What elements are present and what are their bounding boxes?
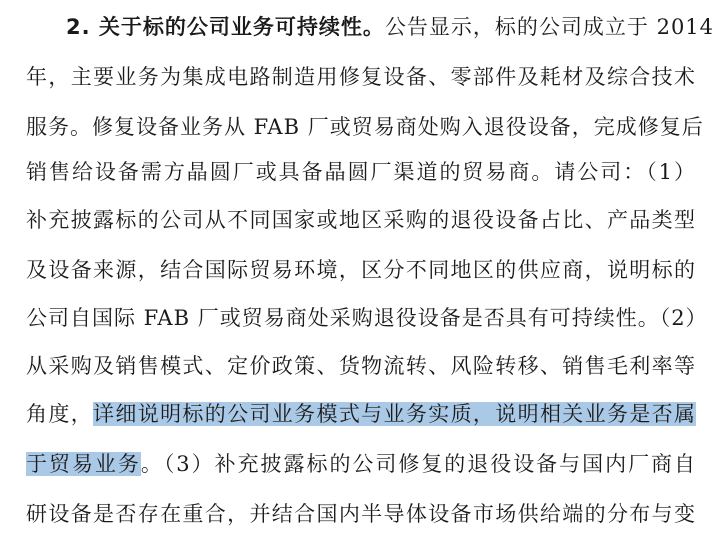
paragraph-line-9 — [26, 394, 696, 434]
section-heading: 2. 关于标的公司业务可持续性。 — [66, 15, 385, 39]
paragraph-line-6: 及设备来源，结合国际贸易环境，区分不同地区的供应商，说明标的 — [26, 258, 696, 282]
line-1-text: 公告显示，标的公司成立于 2014 — [384, 15, 715, 39]
paragraph-line-11: 研设备是否存在重合，并结合国内半导体设备市场供给端的分布与变 — [26, 502, 696, 526]
paragraph-line-7: 公司自国际 FAB 厂或贸易商处采购退役设备是否具有可持续性。（2） — [26, 306, 708, 330]
highlighted-text-2[interactable]: 于贸易业务 — [26, 452, 141, 476]
paragraph-line-1 — [66, 7, 715, 47]
paragraph-line-3: 服务。修复设备业务从 FAB 厂或贸易商处购入退役设备，完成修复后 — [26, 115, 704, 139]
paragraph-line-5: 补充披露标的公司从不同国家或地区采购的退役设备占比、产品类型 — [26, 208, 696, 232]
paragraph-line-10 — [26, 444, 696, 484]
line-9-prefix: 角度， — [26, 402, 94, 426]
paragraph-line-2: 年，主要业务为集成电路制造用修复设备、零部件及耗材及综合技术 — [26, 65, 696, 89]
highlighted-text-1[interactable]: 详细说明标的公司业务模式与业务实质，说明相关业务是否属 — [93, 402, 697, 426]
paragraph-line-8: 从采购及销售模式、定价政策、货物流转、风险转移、销售毛利率等 — [26, 354, 696, 378]
paragraph-line-4: 销售给设备需方晶圆厂或具备晶圆厂渠道的贸易商。请公司：（1） — [26, 160, 696, 184]
line-10-rest: 。（3）补充披露标的公司修复的退役设备与国内厂商自 — [140, 452, 697, 476]
